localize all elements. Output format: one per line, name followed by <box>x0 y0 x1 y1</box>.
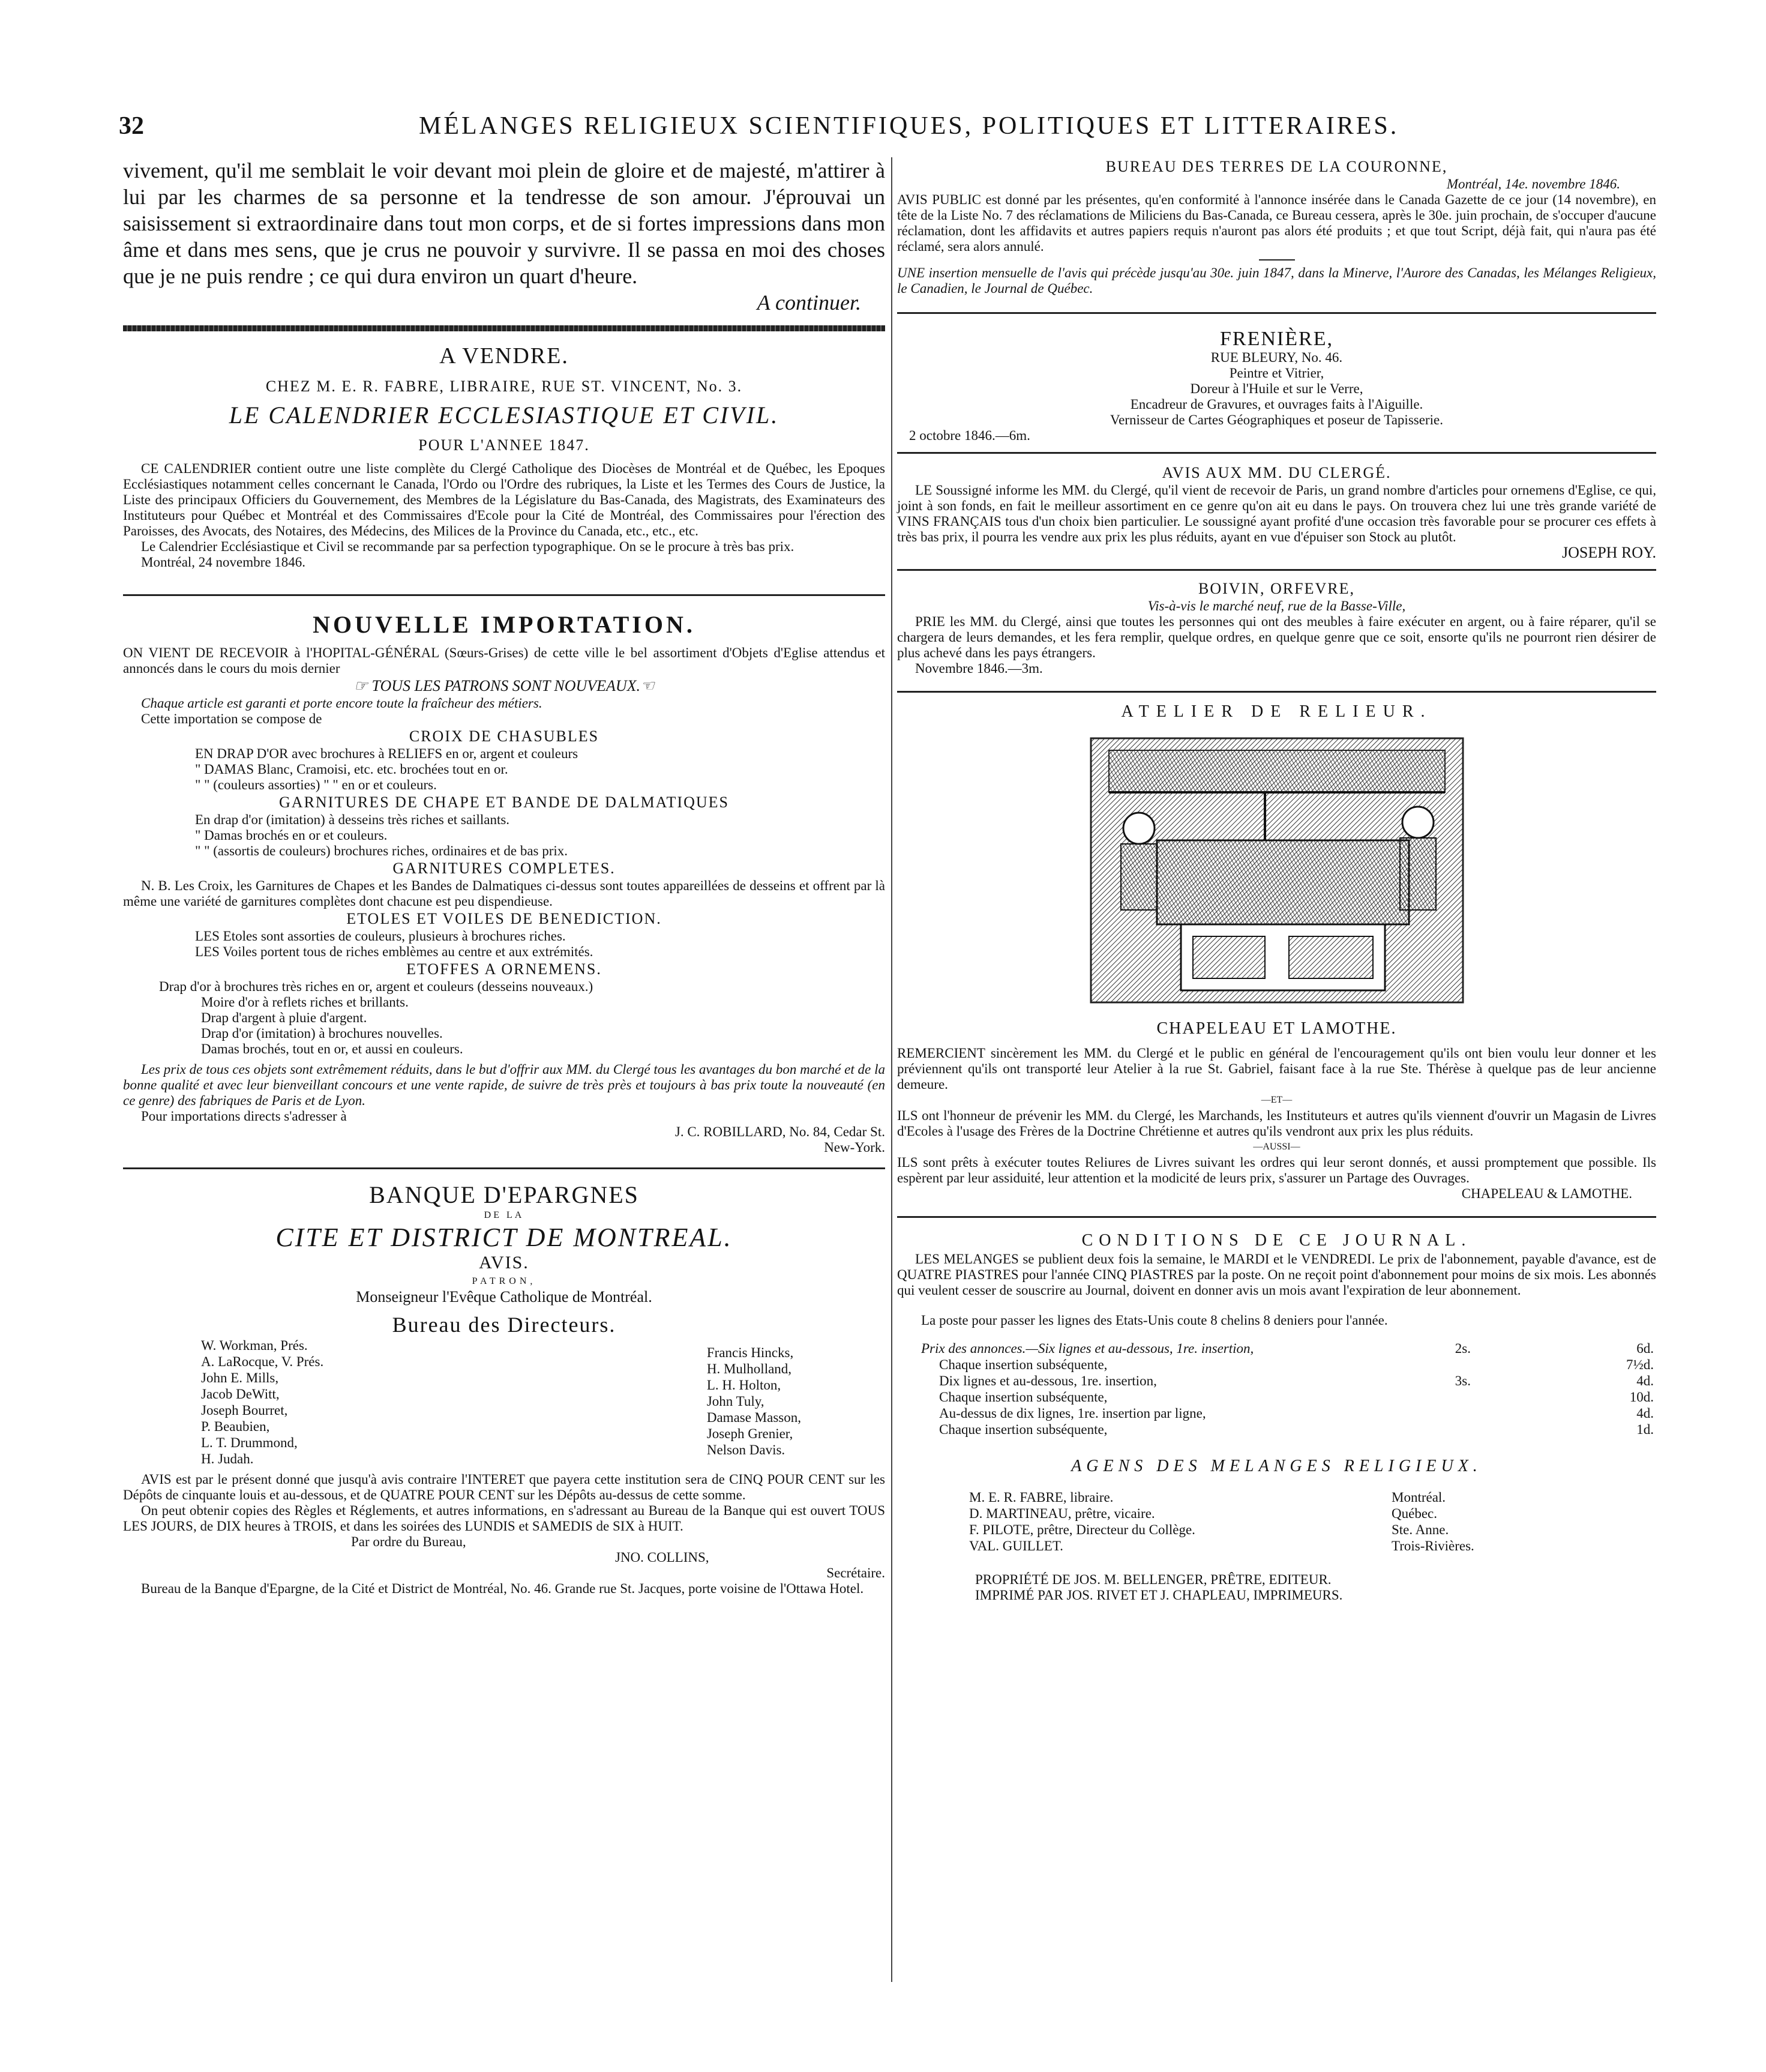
director-name: Joseph Grenier, <box>706 1426 793 1441</box>
agent-name: D. MARTINEAU, prêtre, vicaire. <box>969 1506 1155 1521</box>
ad-title: NOUVELLE IMPORTATION. <box>313 611 695 638</box>
price-shillings: 3s. <box>1455 1373 1471 1388</box>
page-number: 32 <box>119 112 144 140</box>
price-pence: 10d. <box>1629 1390 1654 1405</box>
ad-subtitle: Vis-à-vis le marché neuf, rue de la Basse-Ville, <box>1147 598 1406 613</box>
subhead-etoles: ETOLES ET VOILES DE BENEDICTION. <box>346 910 662 927</box>
ad-title: A VENDRE. <box>439 343 569 369</box>
directors-left <box>201 1337 323 1467</box>
price-shillings <box>1353 1421 1473 1438</box>
ad-firm: CHAPELEAU ET LAMOTHE. <box>1156 1019 1397 1038</box>
price-row <box>897 1373 1656 1389</box>
agent-place: Ste. Anne. <box>1392 1522 1449 1537</box>
ad-atelier <box>897 701 1656 1202</box>
ad-importation <box>123 610 885 1155</box>
directors-right <box>707 1337 801 1467</box>
bank-order: Par ordre du Bureau, <box>351 1534 466 1549</box>
section-divider <box>897 691 1656 693</box>
section-divider <box>897 1216 1656 1218</box>
book-year: POUR L'ANNEE 1847. <box>418 436 590 454</box>
bank-de-la: DE LA <box>484 1210 524 1220</box>
garnitures-line: En drap d'or (imitation) à desseins très riches et saillants. <box>195 812 510 827</box>
continuation-text: vivement, qu'il me semblait le voir devant moi plein de gloire et de majesté, m'attirer à lui par les charmes de sa personne et la tendresse de son amour. J'éprouvai un saisissement si extraordinaire dans tout mon corps, et de si fortes impressions dans mon âme et dans mes sens, que je crus ne pouvoir y survivre. Il se passa en moi des choses que je ne puis rendre ; ce qui dura environ un quart d'heure. <box>123 158 885 288</box>
ad-body: PRIE les MM. du Clergé, ainsi que toutes les personnes qui ont des meubles à faire exécuter en argent, ou à faire réparer, qu'il se chargera de leurs demandes, et les fera remplir, quelque ordres, en quelque genre que ce soit, ensorte qu'ils ne pourront rien désirer de plus achevé dans les pays étrangers. <box>897 614 1656 660</box>
director-name: Damase Masson, <box>706 1410 801 1425</box>
director-name: H. Judah. <box>201 1451 254 1466</box>
price-row <box>897 1389 1656 1405</box>
garnitures-line: " Damas brochés en or et couleurs. <box>195 828 388 843</box>
price-row <box>897 1405 1656 1421</box>
price-label: Chaque insertion subséquente, <box>939 1357 1108 1372</box>
agent-place: Trois-Rivières. <box>1392 1538 1474 1553</box>
bank-notice: AVIS est par le présent donné que jusqu'à avis contraire l'INTERET que payera cette institution sera de CINQ POUR CENT sur les Dépôts de cinquante louis et au-dessous, et de QUATRE POUR CENT sur les Dépôts au-dessus de cette somme. <box>123 1472 885 1502</box>
subhead-garnitures: GARNITURES DE CHAPE ET BANDE DE DALMATIQUES <box>279 794 729 811</box>
director-name: L. T. Drummond, <box>201 1435 298 1450</box>
ad-line: Peintre et Vitrier, <box>1229 366 1324 381</box>
director-name: L. H. Holton, <box>706 1378 781 1393</box>
price-label: Au-dessus de dix lignes, 1re. insertion par ligne, <box>939 1406 1206 1421</box>
price-pence: 4d. <box>1636 1373 1654 1388</box>
left-column <box>123 157 885 1597</box>
masthead: MÉLANGES RELIGIEUX SCIENTIFIQUES, POLITIQUES ET LITTERAIRES. <box>419 112 1399 140</box>
director-name: Nelson Davis. <box>706 1442 785 1457</box>
ad-a-vendre <box>123 343 885 570</box>
director-name: Joseph Bourret, <box>201 1403 288 1418</box>
conditions <box>897 1230 1656 1438</box>
croix-line: EN DRAP D'OR avec brochures à RELIEFS en or, argent et couleurs <box>195 746 578 761</box>
bank-signed: JNO. COLLINS, <box>615 1550 709 1565</box>
price-shillings: 2s. <box>1455 1341 1471 1356</box>
price-pence: 1d. <box>1636 1422 1654 1437</box>
import-city: New-York. <box>824 1140 885 1155</box>
section-divider <box>897 312 1656 314</box>
price-row <box>897 1340 1656 1357</box>
ad-title: FRENIÈRE, <box>1220 328 1333 350</box>
bank-bureau: Bureau des Directeurs. <box>392 1313 616 1337</box>
subhead-completes: GARNITURES COMPLETES. <box>392 860 616 877</box>
ad-line: Encadreur de Gravures, et ouvrages faits à l'Aiguille. <box>1130 397 1423 412</box>
agent-place: Québec. <box>1392 1506 1437 1521</box>
bank-address: Bureau de la Banque d'Epargne, de la Cité et District de Montréal, No. 46. Grande rue St. Jacques, porte voisine de l'Ottawa Hotel. <box>141 1581 864 1596</box>
director-name: Jacob DeWitt, <box>201 1387 280 1402</box>
price-row <box>897 1421 1656 1438</box>
etoffes-line: Damas brochés, tout en or, et aussi en couleurs. <box>201 1041 463 1056</box>
bank-city: CITE ET DISTRICT DE MONTREAL. <box>275 1223 733 1252</box>
agent-row <box>897 1522 1656 1538</box>
director-name: John Tuly, <box>706 1394 764 1409</box>
ad-body: AVIS PUBLIC est donné par les présentes, qu'en conformité à l'annonce insérée dans le Canada Gazette de ce jour (14 novembre), en tête de la Liste No. 7 des réclamations de Miliciens du Bas-Canada, ce Bureau cessera, après le 30e. juin prochain, de s'occuper d'aucune réclamation, dont les affidavits et autres papiers requis n'auront pas alors été produits ; et que tout Script, déjà fait, qui n'aura pas été réclamé, sera alors annulé. <box>897 192 1656 254</box>
bank-copies: On peut obtenir copies des Règles et Réglements, et autres informations, en s'adressant au Bureau de la Banque qui est ouvert TOUS LES JOURS, de DIX heures à TROIS, et dans les soirées des LUNDIS et SAMEDIS de SIX à HUIT. <box>123 1503 885 1534</box>
croix-line: " " (couleurs assorties) " " en or et couleurs. <box>195 777 437 792</box>
etoffes-line: Drap d'argent à pluie d'argent. <box>201 1010 367 1025</box>
import-intro: ON VIENT DE RECEVOIR à l'HOPITAL-GÉNÉRAL (Sœurs-Grises) de cette ville le bel assortiment d'Objets d'Eglise attendus et annoncés dans le cours du mois dernier <box>123 645 885 676</box>
price-label: Dix lignes et au-dessous, 1re. insertion, <box>939 1373 1157 1388</box>
section-divider <box>123 1167 885 1169</box>
agent-name: M. E. R. FABRE, libraire. <box>969 1490 1114 1505</box>
conditions-title: CONDITIONS DE CE JOURNAL. <box>1081 1231 1472 1250</box>
bank-avis: AVIS. <box>479 1253 529 1272</box>
ad-line: Doreur à l'Huile et sur le Verre, <box>1190 381 1363 396</box>
ad-separator: —AUSSI— <box>1253 1142 1300 1152</box>
etoffes-line: Drap d'or à brochures très riches en or, argent et couleurs (desseins nouveaux.) <box>159 979 593 994</box>
right-column <box>897 157 1656 1603</box>
ad-terres <box>897 157 1656 297</box>
ad-title: AVIS AUX MM. DU CLERGÉ. <box>1162 464 1392 481</box>
section-divider <box>123 594 885 596</box>
director-name: A. LaRocque, V. Prés. <box>201 1354 324 1369</box>
ad-separator: —ET— <box>1261 1095 1293 1105</box>
price-pence: 7½d. <box>1626 1357 1654 1372</box>
conditions-poste: La poste pour passer les lignes des Etats-Unis coute 8 chelins 8 deniers pour l'année. <box>921 1313 1388 1328</box>
price-table <box>897 1340 1656 1438</box>
ad-boivin <box>897 579 1656 676</box>
import-guarantee: Chaque article est garanti et porte encore toute la fraîcheur des métiers. <box>141 696 542 711</box>
agens-table <box>897 1489 1656 1554</box>
import-direct: Pour importations directs s'adresser à <box>141 1109 347 1124</box>
ad-recommend: Le Calendrier Ecclésiastique et Civil se recommande par sa perfection typographique. On se le procure à très bas prix. <box>141 539 794 554</box>
ad-signed: CHAPELEAU & LAMOTHE. <box>1461 1186 1632 1201</box>
director-name: W. Workman, Prés. <box>201 1338 308 1353</box>
bank-patron-label: PATRON, <box>472 1276 536 1286</box>
garnitures-line: " " (assortis de couleurs) brochures riches, ordinaires et de bas prix. <box>195 843 568 858</box>
subhead-etoffes: ETOFFES A ORNEMENS. <box>406 960 602 978</box>
page-header <box>119 112 1655 148</box>
ad-body: CE CALENDRIER contient outre une liste complète du Clergé Catholique des Diocèses de Montréal et de Québec, les Epoques Ecclésiastiques notamment celles concernant le Canada, l'Ordo ou l'Ordre des rubriques, la Liste et les Termes des Cours de Justice, la Liste des principaux Officiers du Gouvernement, des Membres de la Législature du Bas-Canada, des Magistrats, des Examinateurs des Instituteurs pour Québec et Montréal et des Commissaires d'Ecole pour la Cité de Montréal, des Commissaires pour l'érection des Paroisses, des Avocats, des Notaires, des Médecins, des Milices de la Province du Canada, etc., etc., etc. <box>123 461 885 538</box>
price-pence: 6d. <box>1636 1341 1654 1356</box>
agent-place: Montréal. <box>1392 1490 1446 1505</box>
price-label: Chaque insertion subséquente, <box>939 1390 1108 1405</box>
ad-dateline: Montréal, 14e. novembre 1846. <box>1446 176 1620 191</box>
agent-row <box>897 1489 1656 1505</box>
column-divider <box>891 157 892 1982</box>
ad-signed: JOSEPH ROY. <box>1561 544 1656 561</box>
ad-title: ATELIER DE RELIEUR. <box>1121 702 1432 721</box>
colophon <box>897 1572 1656 1603</box>
price-pence: 4d. <box>1636 1406 1654 1421</box>
price-shillings <box>1353 1405 1473 1421</box>
price-row <box>897 1357 1656 1373</box>
agent-name: VAL. GUILLET. <box>969 1538 1063 1553</box>
director-name: John E. Mills, <box>201 1370 279 1385</box>
director-name: Francis Hincks, <box>706 1345 794 1360</box>
ad-banque <box>123 1182 885 1597</box>
agens <box>897 1456 1656 1554</box>
ad-date: Novembre 1846.—3m. <box>915 661 1043 676</box>
ad-body: LE Soussigné informe les MM. du Clergé, qu'il vient de recevoir de Paris, un grand nombre d'articles pour ornemens d'Eglise, ce qui, joint à son fonds, en fait le meilleur assortiment en ce genre qu'on ait eu dans le pays. On trouvera chez lui une très grande variété de VINS FRANÇAIS tous d'un choix bien particulier. Le soussigné ayant profité d'une occasion très favorable pour se procurer ces effets à très bas prix, il pourra les vendre aux prix les plus réduits, ayant en vue d'épuiser son Stock au plutôt. <box>897 483 1656 544</box>
etoles-line: LES Etoles sont assorties de couleurs, plusieurs à brochures riches. <box>195 929 566 944</box>
ad-line: Vernisseur de Cartes Géographiques et poseur de Tapisserie. <box>1110 412 1443 427</box>
price-shillings <box>1353 1357 1473 1373</box>
etoffes-line: Moire d'or à reflets riches et brillants. <box>201 995 409 1010</box>
subhead-croix: CROIX DE CHASUBLES <box>409 727 599 745</box>
price-label: Chaque insertion subséquente, <box>939 1422 1108 1437</box>
ad-date: 2 octobre 1846.—6m. <box>909 428 1030 443</box>
section-divider <box>897 452 1656 454</box>
import-prices: Les prix de tous ces objets sont extrêmement réduits, dans le but d'offrir aux MM. du Clergé tous les avantages du bon marché et de la bonne qualité et avec leur bienveillant concours et une vente rapide, de suivre de très près et toujours à bas prix toute la nouveauté (en ce genre) des fabriques de Paris et de Lyon. <box>123 1062 885 1108</box>
conditions-body: LES MELANGES se publient deux fois la semaine, le MARDI et le VENDREDI. Le prix de l'abonnement, payable d'avance, est de QUATRE PIASTRES pour l'année CINQ PIASTRES par la poste. On ne reçoit point d'abonnement pour moins de six mois. Les abonnés qui veulent cesser de souscrire au Journal, doivent en donner avis un mois avant l'expiration de leur abonnement. <box>897 1251 1656 1298</box>
ad-body: REMERCIENT sincèrement les MM. du Clergé et le public en général de l'encouragement qu'ils ont bien voulu leur donner et les préviennent qu'ils ont transporté leur Atelier à la rue St. Gabriel, faisant face à la rue Ste. Thérèse à quelque pas de leur ancienne demeure. <box>897 1046 1656 1092</box>
price-shillings <box>1353 1389 1473 1405</box>
section-divider <box>897 569 1656 571</box>
book-title: LE CALENDRIER ECCLESIASTIQUE ET CIVIL. <box>229 402 779 429</box>
ad-title: BOIVIN, ORFEVRE, <box>1198 580 1355 597</box>
short-divider <box>1259 259 1295 261</box>
serial-continuation <box>123 157 885 316</box>
section-divider <box>123 325 885 331</box>
ad-title: BUREAU DES TERRES DE LA COURONNE, <box>1105 158 1448 175</box>
ad-date: Montréal, 24 novembre 1846. <box>141 555 306 570</box>
bookbinder-engraving <box>1085 732 1469 1008</box>
ad-freniere <box>897 328 1656 444</box>
colophon-line: IMPRIMÉ PAR JOS. RIVET ET J. CHAPLEAU, IMPRIMEURS. <box>975 1588 1343 1603</box>
ad-insertion: UNE insertion mensuelle de l'avis qui précède jusqu'au 30e. juin 1847, dans la Minerve, l'Aurore des Canadas, les Mélanges Religieux, le Canadien, le Journal de Québec. <box>897 265 1656 296</box>
bank-role: Secrétaire. <box>826 1565 885 1580</box>
bank-patron: Monseigneur l'Evêque Catholique de Montréal. <box>356 1288 652 1306</box>
to-continue: A continuer. <box>757 291 861 315</box>
agent-name: F. PILOTE, prêtre, Directeur du Collège. <box>969 1522 1195 1537</box>
director-name: P. Beaubien, <box>201 1419 270 1434</box>
ad-address: RUE BLEURY, No. 46. <box>1210 350 1343 365</box>
ad-body: ILS sont prêts à exécuter toutes Reliures de Livres suivant les ordres qui leur seront donnés, et aussi promptement que possible. Ils espèrent par leur assiduité, leur attention et la modicité de leurs prix, s'assurer un Partage des Ouvrages. <box>897 1155 1656 1185</box>
import-nb: N. B. Les Croix, les Garnitures de Chapes et les Bandes de Dalmatiques ci-dessus sont toutes appareillées de desseins et offrent par là même une variété de garnitures complètes dont chacune est peu dispendieuse. <box>123 878 885 909</box>
directors-list <box>123 1337 885 1467</box>
agent-row <box>897 1505 1656 1522</box>
price-label: Prix des annonces.—Six lignes et au-dessous, 1re. insertion, <box>921 1341 1254 1356</box>
croix-line: " DAMAS Blanc, Cramoisi, etc. etc. brochées tout en or. <box>195 762 508 777</box>
agens-title: AGENS DES MELANGES RELIGIEUX. <box>1071 1457 1482 1475</box>
bank-title: BANQUE D'EPARGNES <box>369 1181 639 1208</box>
import-patrons: ☞ TOUS LES PATRONS SONT NOUVEAUX.☜ <box>353 677 655 694</box>
agent-row <box>897 1538 1656 1554</box>
ad-clerge <box>897 463 1656 561</box>
ad-body: ILS ont l'honneur de prévenir les MM. du Clergé, les Marchands, les Instituteurs et autres qu'ils viennent d'ouvrir un Magasin de Livres d'Ecoles à l'usage des Frères de la Doctrine Chrétienne et autres qu'ils vendront aux prix les plus réduits. <box>897 1108 1656 1139</box>
ad-address: CHEZ M. E. R. FABRE, LIBRAIRE, RUE ST. VINCENT, No. 3. <box>265 378 743 395</box>
import-composed: Cette importation se compose de <box>141 711 322 726</box>
director-name: H. Mulholland, <box>706 1361 792 1376</box>
etoles-line: LES Voiles portent tous de riches emblèmes au centre et aux extrémités. <box>195 944 593 959</box>
import-contact: J. C. ROBILLARD, No. 84, Cedar St. <box>674 1124 885 1139</box>
etoffes-line: Drap d'or (imitation) à brochures nouvelles. <box>201 1026 443 1041</box>
colophon-line: PROPRIÉTÉ DE JOS. M. BELLENGER, PRÊTRE, EDITEUR. <box>975 1572 1332 1587</box>
